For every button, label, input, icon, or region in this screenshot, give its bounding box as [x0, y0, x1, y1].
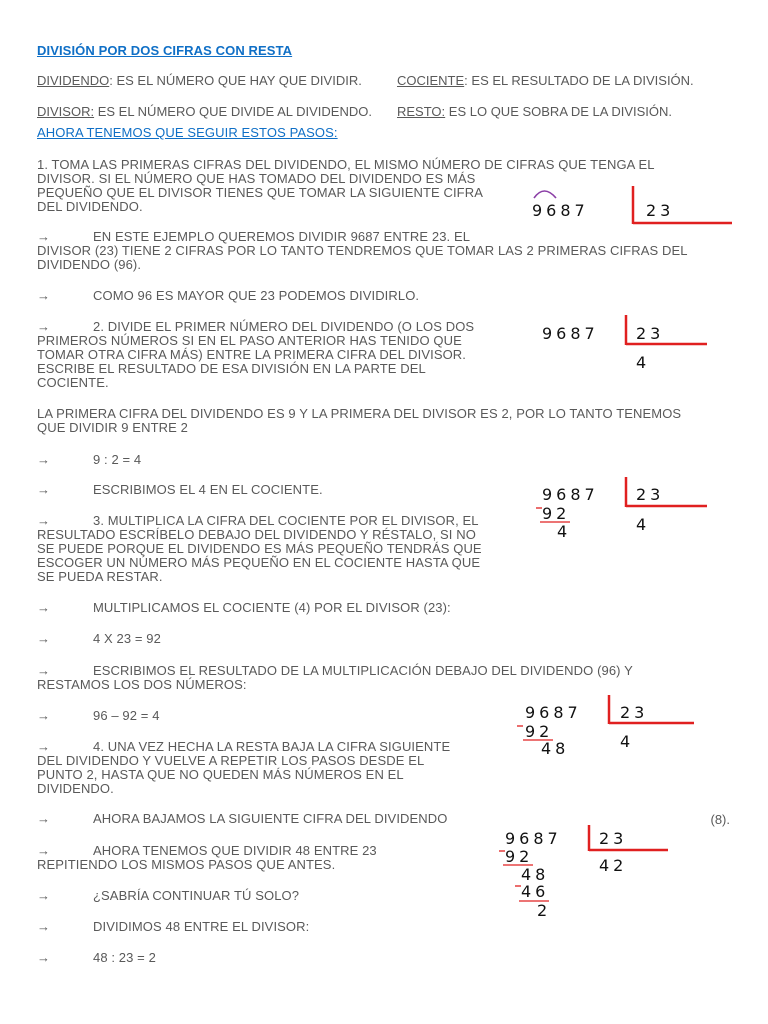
quotient: 4 — [636, 353, 651, 372]
arrow-icon: → — [37, 513, 51, 528]
def-dividendo-text: : ES EL NÚMERO QUE HAY QUE DIVIDIR. — [109, 73, 362, 88]
arrow-icon: → — [37, 288, 51, 303]
step-4 — [37, 740, 450, 754]
def-resto — [397, 105, 672, 119]
div-48-23-text: 48 : 23 = 2 — [93, 950, 156, 965]
question-text: ¿SABRÍA CONTINUAR TÚ SOLO? — [93, 888, 300, 903]
step-2-text: 2. DIVIDE EL PRIMER NÚMERO DEL DIVIDENDO (O LOS DOS — [93, 319, 475, 334]
step-3 — [37, 514, 479, 528]
arrow-icon: → — [37, 482, 51, 497]
multiply-text: MULTIPLICAMOS EL COCIENTE (4) POR EL DIVISOR (23): — [93, 600, 451, 615]
dividend: 9687 — [532, 201, 589, 220]
bring-down — [37, 812, 447, 826]
dividend: 9687 — [542, 324, 599, 343]
def-divisor — [37, 105, 372, 119]
first-digits-text: LA PRIMERA CIFRA DEL DIVIDENDO ES 9 Y LA PRIMERA DEL DIVISOR ES 2, POR LO TANTO TENEMOS QUE DIVIDIR 9 ENTRE 2 — [37, 406, 682, 435]
subtrahend-1: 92 — [505, 847, 534, 866]
division-diagram-4 — [505, 690, 705, 760]
remainder-1: 48 — [521, 865, 550, 884]
divisor: 23 — [646, 201, 675, 220]
dividend: 9687 — [542, 485, 599, 504]
arrow-icon: → — [37, 919, 51, 934]
example-cont: DIVISOR (23) TIENE 2 CIFRAS POR LO TANTO TENDREMOS QUE TOMAR LAS 2 PRIMERAS CIFRAS DEL DIVIDENDO (96). — [37, 243, 688, 272]
remainder-with-digit: 48 — [541, 739, 570, 758]
divisor: 23 — [599, 829, 628, 848]
arrow-icon: → — [37, 229, 51, 244]
subtrahend: 92 — [525, 722, 554, 741]
step-3-cont: RESULTADO ESCRÍBELO DEBAJO DEL DIVIDENDO Y RÉSTALO, SI NO SE PUEDE PORQUE EL DIVIDENDO ES MÁS PEQUEÑO TENDRÁS QUE ESCOGER UN NÚMERO MÁS PEQUEÑO EN EL COCIENTE HASTA QUE SE PUEDA RESTAR. — [37, 527, 482, 584]
div-9-2-text: 9 : 2 = 4 — [93, 452, 142, 467]
dividend: 9687 — [525, 703, 582, 722]
divide-48-line — [37, 920, 309, 934]
division-diagram-1 — [520, 180, 740, 232]
compare-text: COMO 96 ES MAYOR QUE 23 PODEMOS DIVIDIRLO. — [93, 288, 420, 303]
bring-down-digit: (8). — [710, 812, 730, 827]
arrow-icon: → — [37, 950, 51, 965]
subtract-text: 96 – 92 = 4 — [93, 708, 160, 723]
step-3-text: 3. MULTIPLICA LA CIFRA DEL COCIENTE POR EL DIVISOR, EL — [93, 513, 479, 528]
steps-subtitle: AHORA TENEMOS QUE SEGUIR ESTOS PASOS: — [37, 125, 338, 140]
multiply-line — [37, 601, 451, 615]
divisor: 23 — [636, 485, 665, 504]
division-diagram-3 — [520, 475, 720, 545]
def-divisor-text: ES EL NÚMERO QUE DIVIDE AL DIVIDENDO. — [94, 104, 372, 119]
example-text: EN ESTE EJEMPLO QUEREMOS DIVIDIR 9687 ENTRE 23. EL — [93, 229, 471, 244]
arrow-icon: → — [37, 631, 51, 646]
division-diagram-2 — [520, 312, 720, 374]
compare-line — [37, 289, 419, 303]
subtrahend: 92 — [542, 504, 571, 523]
question-line — [37, 889, 299, 903]
term-dividendo: DIVIDENDO — [37, 73, 110, 88]
arrow-icon: → — [37, 319, 51, 334]
term-resto: RESTO: — [397, 104, 446, 119]
product-line — [37, 632, 161, 646]
now-divide-cont: REPITIENDO LOS MISMOS PASOS QUE ANTES. — [37, 857, 336, 872]
arrow-icon: → — [37, 663, 51, 678]
example-line — [37, 230, 470, 244]
div-9-2 — [37, 453, 141, 467]
dividend: 9687 — [505, 829, 562, 848]
remainder: 4 — [557, 522, 572, 541]
def-resto-text: ES LO QUE SOBRA DE LA DIVISIÓN. — [445, 104, 673, 119]
arrow-icon: → — [37, 843, 51, 858]
write-quotient — [37, 483, 323, 497]
arrow-icon: → — [37, 600, 51, 615]
write-result-text: ESCRIBIMOS EL RESULTADO DE LA MULTIPLICACIÓN DEBAJO DEL DIVIDENDO (96) Y — [93, 663, 633, 678]
arrow-icon: → — [37, 452, 51, 467]
product-text: 4 X 23 = 92 — [93, 631, 161, 646]
arrow-icon: → — [37, 811, 51, 826]
write-quotient-text: ESCRIBIMOS EL 4 EN EL COCIENTE. — [93, 482, 323, 497]
write-result — [37, 664, 633, 678]
remainder-2: 2 — [537, 901, 552, 920]
divisor: 23 — [620, 703, 649, 722]
now-divide-text: AHORA TENEMOS QUE DIVIDIR 48 ENTRE 23 — [93, 843, 377, 858]
step-4-cont: DEL DIVIDENDO Y VUELVE A REPETIR LOS PASOS DESDE EL PUNTO 2, HASTA QUE NO QUEDEN MÁS NÚMEROS EN EL DIVIDENDO. — [37, 753, 425, 796]
step-1: 1. TOMA LAS PRIMERAS CIFRAS DEL DIVIDENDO, EL MISMO NÚMERO DE CIFRAS QUE TENGA EL DIVISOR. SI EL NÚMERO QUE HAS TOMADO DEL DIVIDENDO ES MÁS PEQUEÑO QUE EL DIVISOR TIENES QUE TOMAR LA SIGUIENTE CIFRA DEL DIVIDENDO. — [37, 157, 655, 214]
term-cociente: COCIENTE — [397, 73, 465, 88]
grouping-arc — [534, 191, 556, 198]
bring-down-text: AHORA BAJAMOS LA SIGUIENTE CIFRA DEL DIVIDENDO — [93, 811, 448, 826]
quotient: 42 — [599, 856, 628, 875]
step-4-text: 4. UNA VEZ HECHA LA RESTA BAJA LA CIFRA SIGUIENTE — [93, 739, 451, 754]
subtract-line — [37, 709, 160, 723]
page-title: DIVISIÓN POR DOS CIFRAS CON RESTA — [37, 43, 293, 58]
quotient: 4 — [620, 732, 635, 751]
def-cociente-text: : ES EL RESULTADO DE LA DIVISIÓN. — [464, 73, 694, 88]
now-divide — [37, 844, 377, 858]
subtrahend-2: 46 — [521, 882, 550, 901]
arrow-icon: → — [37, 888, 51, 903]
quotient: 4 — [636, 515, 651, 534]
write-result-cont: RESTAMOS LOS DOS NÚMEROS: — [37, 677, 247, 692]
step-2 — [37, 320, 474, 334]
division-diagram-5 — [490, 823, 690, 923]
def-cociente — [397, 74, 694, 88]
div-48-23 — [37, 951, 156, 965]
arrow-icon: → — [37, 739, 51, 754]
divide-48-text: DIVIDIMOS 48 ENTRE EL DIVISOR: — [93, 919, 310, 934]
step-2-cont: PRIMEROS NÚMEROS SI EN EL PASO ANTERIOR HAS TENIDO QUE TOMAR OTRA CIFRA MÁS) ENTRE LA PRIMERA CIFRA DEL DIVISOR. ESCRIBE EL RESULTADO DE ESA DIVISIÓN EN LA PARTE DEL COCIENTE. — [37, 333, 466, 390]
def-dividendo — [37, 74, 362, 88]
term-divisor: DIVISOR: — [37, 104, 95, 119]
divisor: 23 — [636, 324, 665, 343]
arrow-icon: → — [37, 708, 51, 723]
